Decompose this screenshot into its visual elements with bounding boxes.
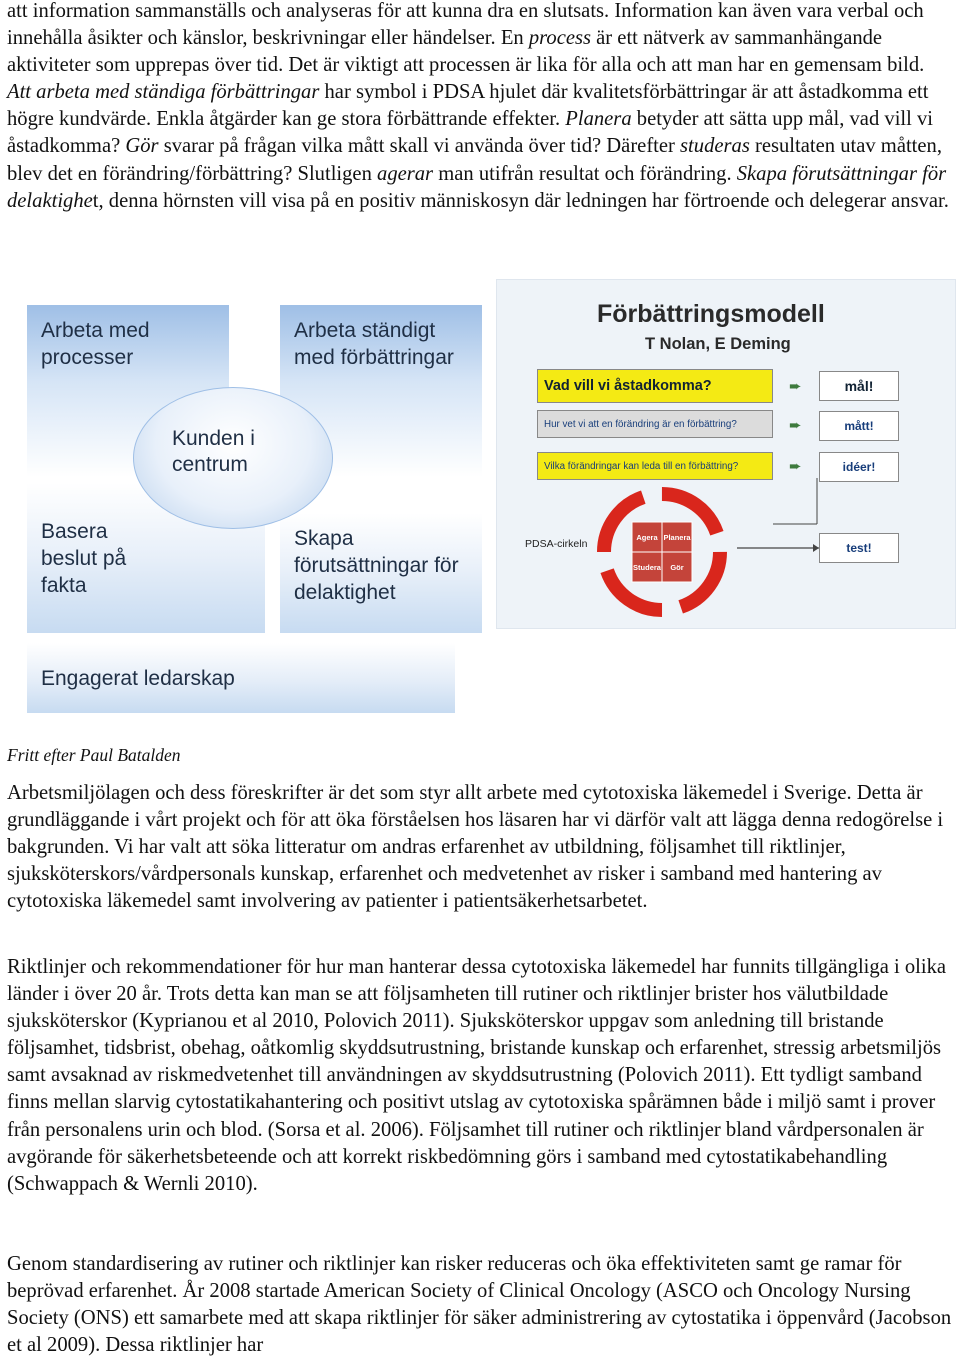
- italic-term: studeras: [680, 135, 750, 158]
- italic-term: agerar: [377, 162, 434, 185]
- pdsa-studera-label: Studera: [633, 563, 661, 572]
- answer-box-measure: mått!: [819, 411, 899, 441]
- answer-box-goal: mål!: [819, 371, 899, 401]
- arrow-right-icon: ➨: [789, 378, 802, 395]
- italic-term: Planera: [565, 108, 632, 131]
- figure-caption: Fritt efter Paul Batalden: [7, 745, 181, 765]
- pdsa-planera-label: Planera: [663, 533, 691, 542]
- text-run: svarar på frågan vilka mått skall vi använda över tid? Därefter: [158, 135, 681, 158]
- text-run: resultaten utav måtten, blev det en förändring/förbättring? Slutligen: [7, 135, 942, 185]
- italic-term: Att arbeta med ständiga förbättringar: [7, 81, 320, 104]
- question-box-goal: Vad vill vi åstadkomma?: [537, 369, 773, 403]
- leadership-bar: Engagerat ledarskap: [27, 643, 455, 713]
- quality-cornerstones-diagram: [27, 305, 457, 720]
- arrow-right-icon: ➨: [789, 458, 802, 475]
- customer-center-label: Kunden i centrum: [172, 427, 255, 476]
- body-paragraph-1: [7, 0, 953, 215]
- question-box-change: Vilka förändringar kan leda till en förbättring?: [537, 452, 773, 480]
- pdsa-cycle: [592, 482, 732, 622]
- cornerstone-facts-label: Basera beslut på fakta: [41, 519, 127, 597]
- arrow-right-icon: ➨: [789, 417, 802, 434]
- italic-term: Gör: [125, 135, 159, 158]
- pdsa-agera-label: Agera: [636, 533, 658, 542]
- model-authors: T Nolan, E Deming: [645, 335, 791, 353]
- cornerstone-improvements: Arbeta ständigt med förbättringar: [280, 305, 482, 477]
- cornerstone-processes: Arbeta med processer: [27, 305, 229, 477]
- text-run: t, denna hörnsten vill visa på en positiv människosyn där ledningen har förtroende och delegerar ansvar.: [92, 189, 949, 212]
- italic-term: Skapa förutsättningar för delaktighe: [7, 162, 947, 212]
- answer-box-ideas: idéer!: [819, 452, 899, 482]
- italic-term: process: [528, 27, 592, 50]
- body-paragraph-2: Arbetsmiljölagen och dess föreskrifter är det som styr allt arbete med cytotoxiska läkemedel i Sverige. Detta är grundläggande i vårt projekt och för att öka förståelsen hos läsaren har vi därför valt att lägga denna redogörelse i bakgrunden. Vi har valt att söka litteratur om andras erfarenhet av utbildning, följsamhet till riktlinjer, sjuksköterskors/vårdpersonals kunskap, erfarenhet och medvetenhet av risker i samband med hantering av cytotoxiska läkemedel samt involvering av patienter i patientsäkerhetsarbetet.: [7, 782, 944, 913]
- pdsa-label: PDSA-cirkeln: [525, 538, 588, 550]
- text-run: har symbol i PDSA hjulet där kvalitetsförbättringar är att åstadkomma ett högre kundvärde. Enkla åtgärder kan ge stora förbättrande effekter.: [7, 81, 929, 131]
- body-paragraph-3: Riktlinjer och rekommendationer för hur man hanterar dessa cytotoxiska läkemedel har funnits tillgängliga i olika länder i över 20 år. Trots detta kan man se att följsamheten till rutiner och riktlinjer brister hos välutbildade sjuksköterskor (Kyprianou et al 2010, Polovich 2011). Sjuksköterskor uppgav som anledning till bristande följsamhet, tidsbrist, obehag, oåtkomlig skyddsutrustning, bristande kunskap och erfarenhet, stressig arbetsmiljös samt avsaknad av riskmedvetenhet till användningen av skyddsutrustning (Polovich 2011). Ett tydligt samband finns mellan slarvig cytostatikahantering och positivt utslag av cytotoxiska spårämnen både i miljö samt i prover från personalens urin och blod. (Sorsa et al. 2006). Följsamhet till rutiner och riktlinjer bland vårdpersonalen är avgörande för säkerhetsbeteende och att korrekt riskbedömning görs i samband med cytostatikabehandling (Schwappach & Wernli 2010).: [7, 956, 947, 1195]
- cornerstone-participation: [280, 513, 482, 633]
- text-run: att information sammanställs och analyseras för att kunna dra en slutsats. Information kan även vara verbal och innehålla åsikter och känslor, beskrivningar eller händelser. En: [7, 0, 924, 50]
- improvement-model-diagram: [496, 279, 956, 629]
- model-title: Förbättringsmodell: [597, 300, 825, 328]
- pdsa-gor-label: Gör: [670, 563, 684, 572]
- customer-center-ellipse: [133, 387, 333, 529]
- cornerstone-participation-label: Skapa förutsättningar för delaktighet: [294, 527, 459, 604]
- text-run: man utifrån resultat och förändring.: [433, 162, 737, 185]
- text-run: är ett nätverk av sammanhängande aktiviteter som upprepas över tid. Det är viktigt att processen är lika för alla och att man har en gemensam bild.: [7, 27, 925, 77]
- body-paragraph-4: Genom standardisering av rutiner och riktlinjer kan risker reduceras och öka effektiviteten samt ge ramar för beprövad erfarenhet. År 2008 startade American Society of Clinical Oncology (ASCO och Oncology Nursing Society (ONS) ett samarbete med att skapa riktlinjer för säker administrering av cytostatika i öppenvård (Jacobson et al 2009). Dessa riktlinjer har: [7, 1253, 952, 1357]
- text-run: betyder att sätta upp mål, vad vill vi åstadkomma?: [7, 108, 934, 158]
- answer-box-test: test!: [819, 533, 899, 563]
- question-box-measure: Hur vet vi att en förändring är en förbättring?: [537, 410, 773, 438]
